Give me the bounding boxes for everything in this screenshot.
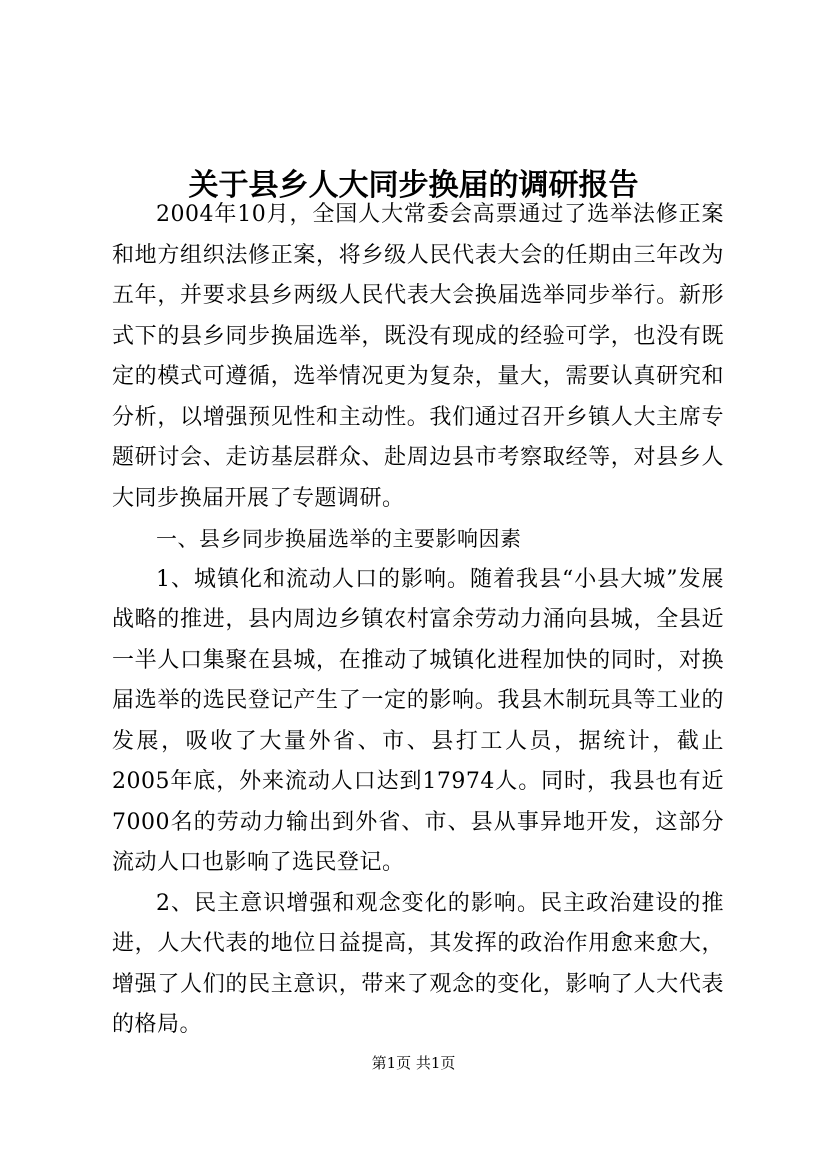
section-heading: 一、县乡同步换届选举的主要影响因素 xyxy=(156,527,522,551)
page-footer: 第1页 共1页 xyxy=(371,1054,456,1072)
paragraph-urbanization: 1、城镇化和流动人口的影响。随着我县“小县大城”发展战略的推进，县内周边乡镇农村富余劳动力涌向县城，全县近一半人口集聚在县城，在推动了城镇化进程加快的同时，对换届选举的选民登记产生了一定的影响。我县木制玩具等工业的发展，吸收了大量外省、市、县打工人员，据统计，截止2005年底，外来流动人口达到17974人。同时，我县也有近7000名的劳动力输出到外省、市、县从事异地开发，这部分流动人口也影响了选民登记。 xyxy=(112,566,724,875)
paragraph-democracy: 2、民主意识增强和观念变化的影响。民主政治建设的推进，人大代表的地位日益提高，其发挥的政治作用愈来愈大，增强了人们的民主意识，带来了观念的变化，影响了人大代表的格局。 xyxy=(112,890,724,1037)
paragraph-intro: 2004年10月，全国人大常委会高票通过了选举法修正案和地方组织法修正案，将乡级人民代表大会的任期由三年改为五年，并要求县乡两级人民代表大会换届选举同步举行。新形式下的县乡同步换届选举，既没有现成的经验可学，也没有既定的模式可遵循，选举情况更为复杂，量大，需要认真研究和分析，以增强预见性和主动性。我们通过召开乡镇人大主席专题研讨会、走访基层群众、赴周边县市考察取经等，对县乡人大同步换届开展了专题调研。 xyxy=(112,202,724,511)
document-title: 关于县乡人大同步换届的调研报告 xyxy=(188,168,639,204)
document-body xyxy=(112,195,724,1046)
